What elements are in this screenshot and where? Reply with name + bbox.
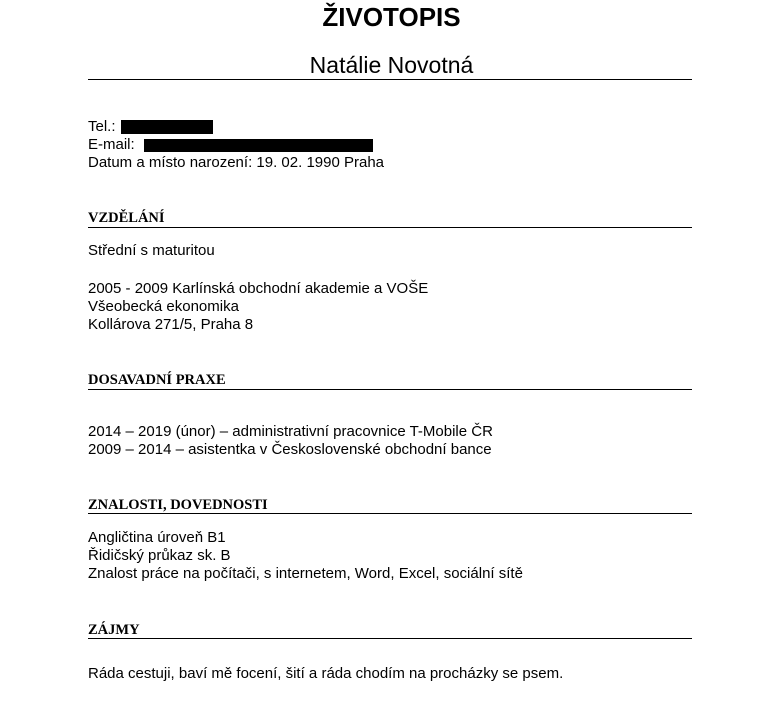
- education-line: Střední s maturitou: [88, 242, 215, 259]
- section-divider-experience: [88, 389, 692, 390]
- education-line: Všeobecká ekonomika: [88, 298, 239, 315]
- hobbies-line: Ráda cestuji, baví mě focení, šití a ráda chodím na procházky se psem.: [88, 665, 564, 682]
- section-heading-skills: ZNALOSTI, DOVEDNOSTI: [88, 497, 268, 513]
- document-title: ŽIVOTOPIS: [322, 2, 461, 32]
- email-label: E-mail:: [88, 136, 135, 153]
- email-line: [88, 136, 135, 154]
- section-heading-education: VZDĚLÁNÍ: [88, 210, 165, 226]
- skills-line: Řidičský průkaz sk. B: [88, 547, 231, 564]
- education-line: 2005 - 2009 Karlínská obchodní akademie a VOŠE: [88, 280, 429, 297]
- person-name: Natálie Novotná: [309, 52, 474, 78]
- phone-line: [88, 118, 116, 136]
- section-divider-hobbies: [88, 638, 692, 639]
- birth-line: Datum a místo narození: 19. 02. 1990 Praha: [88, 154, 385, 171]
- experience-line: 2014 – 2019 (únor) – administrativní pracovnice T-Mobile ČR: [88, 423, 493, 440]
- education-line: Kollárova 271/5, Praha 8: [88, 316, 254, 333]
- section-divider-education: [88, 227, 692, 228]
- name-divider: [88, 79, 692, 80]
- section-heading-hobbies: ZÁJMY: [88, 622, 140, 638]
- skills-line: Angličtina úroveň B1: [88, 529, 226, 546]
- section-divider-skills: [88, 513, 692, 514]
- skills-line: Znalost práce na počítači, s internetem, Word, Excel, sociální sítě: [88, 565, 523, 582]
- experience-line: 2009 – 2014 – asistentka v Československé obchodní bance: [88, 441, 492, 458]
- email-redaction: [144, 139, 373, 152]
- section-heading-experience: DOSAVADNÍ PRAXE: [88, 372, 226, 388]
- phone-label: Tel.:: [88, 118, 116, 135]
- phone-redaction: [121, 120, 213, 134]
